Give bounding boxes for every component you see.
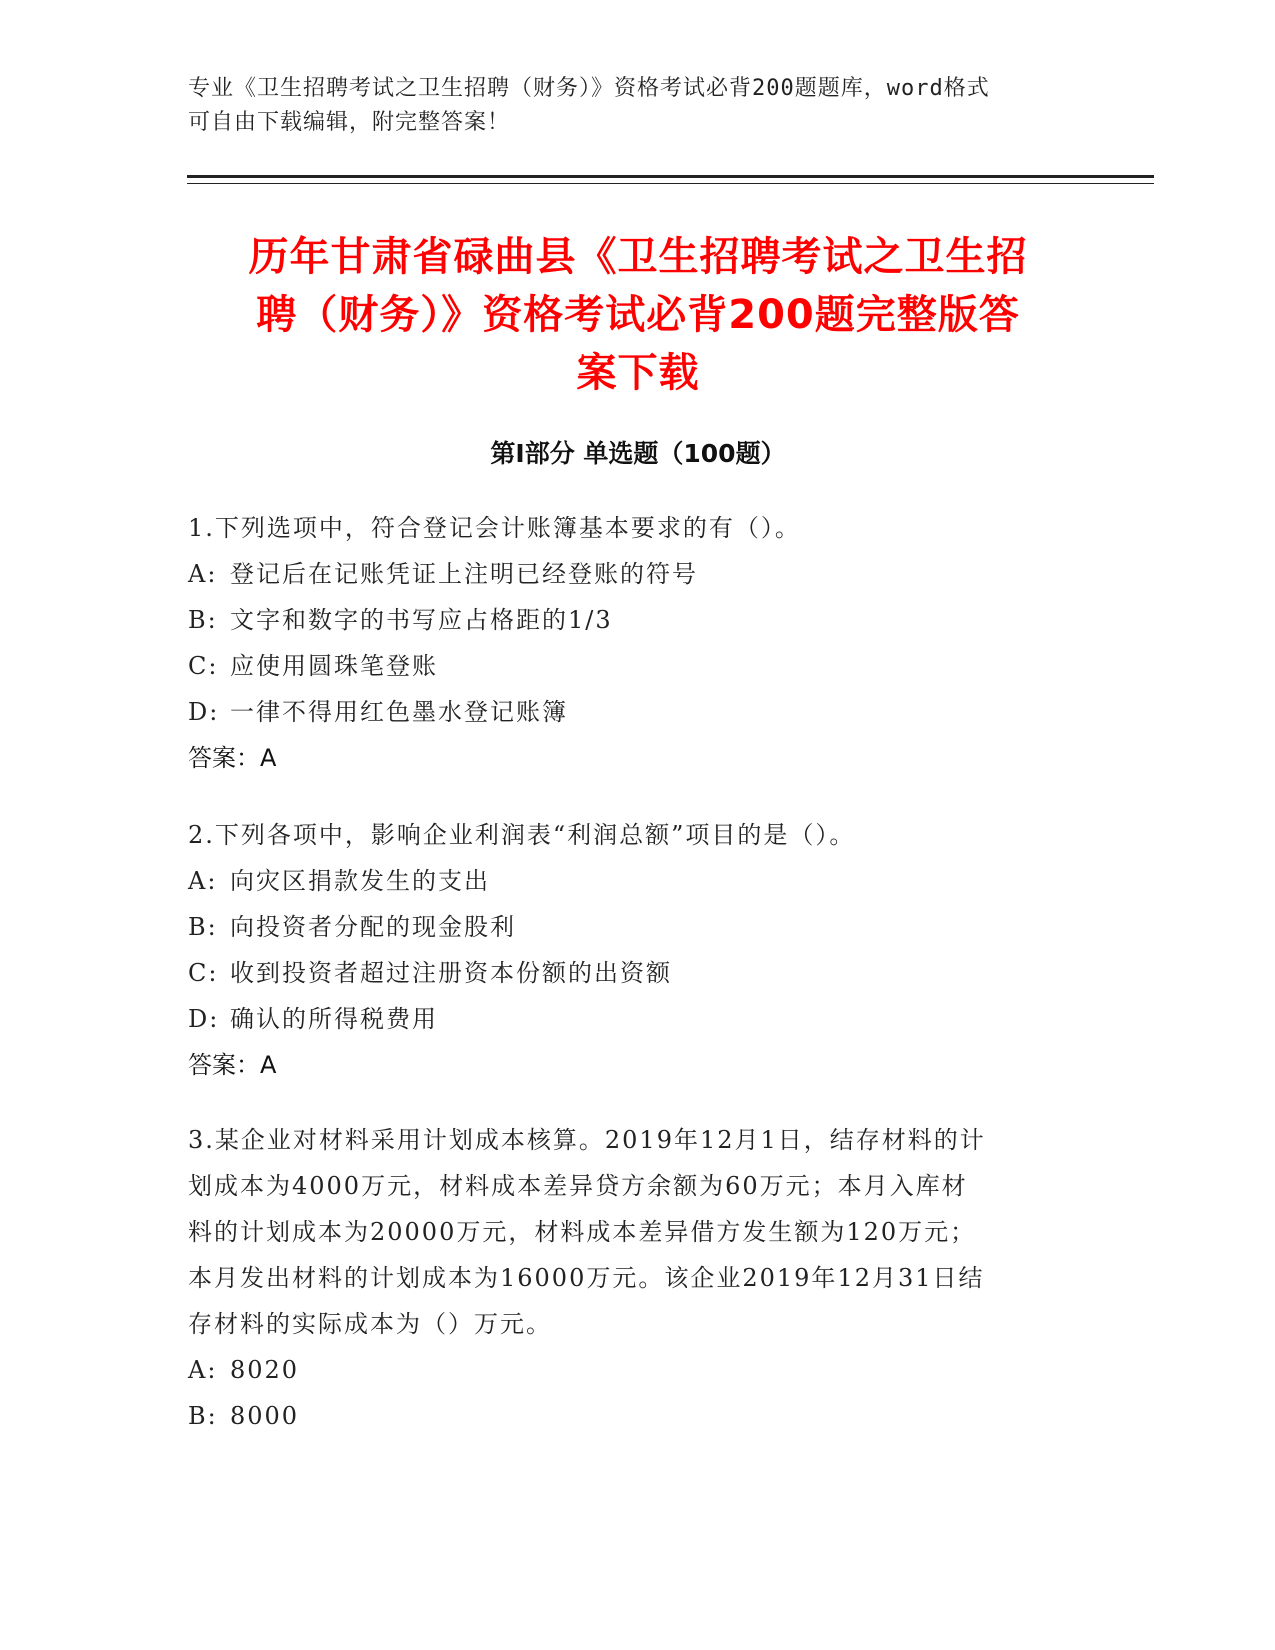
question-text-line: 划成本为4000万元，材料成本差异贷方余额为60万元；本月入库材	[188, 1172, 968, 1200]
option-c	[188, 643, 1088, 689]
option-text: 登记后在记账凭证上注明已经登账的符号	[230, 560, 698, 588]
option-text: 应使用圆珠笔登账	[230, 652, 438, 680]
option-text: 向灾区捐款发生的支出	[230, 867, 490, 895]
question-text-line: 存材料的实际成本为（）万元。	[188, 1310, 552, 1338]
option-text: 收到投资者超过注册资本份额的出资额	[230, 959, 672, 987]
option-text: 8000	[230, 1402, 300, 1430]
question-3	[188, 1117, 1088, 1439]
question-text-line: 料的计划成本为20000万元，材料成本差异借方发生额为120万元；	[188, 1218, 977, 1246]
option-key: B:	[188, 606, 218, 634]
question-text-line: 本月发出材料的计划成本为16000万元。该企业2019年12月31日结	[188, 1264, 985, 1292]
option-d	[188, 996, 1088, 1042]
option-b	[188, 1393, 1088, 1439]
option-text: 8020	[230, 1356, 300, 1384]
header-note-line: 专业《卫生招聘考试之卫生招聘（财务）》资格考试必背200题题库，word格式	[188, 76, 990, 101]
question-text: 2.下列各项中，影响企业利润表“利润总额”项目的是（）。	[188, 821, 856, 849]
header-note-line: 可自由下载编辑，附完整答案！	[188, 110, 511, 135]
option-text: 一律不得用红色墨水登记账簿	[230, 698, 568, 726]
document-title-line: 聘（财务）》资格考试必背200题完整版答	[256, 292, 1020, 338]
option-text: 向投资者分配的现金股利	[230, 913, 516, 941]
option-d	[188, 689, 1088, 735]
question-2	[188, 812, 1088, 1088]
document-title	[188, 228, 1088, 402]
option-key: B:	[188, 913, 218, 941]
option-text: 文字和数字的书写应占格距的1/3	[230, 606, 613, 634]
option-key: B:	[188, 1402, 218, 1430]
option-key: A:	[188, 560, 218, 588]
answer-label: 答案：A	[188, 744, 277, 772]
option-a	[188, 858, 1088, 904]
option-c	[188, 950, 1088, 996]
document-title-line: 案下载	[576, 350, 700, 396]
option-a	[188, 551, 1088, 597]
document-title-line: 历年甘肃省碌曲县《卫生招聘考试之卫生招	[248, 234, 1028, 280]
answer-label: 答案：A	[188, 1051, 277, 1079]
option-b	[188, 904, 1088, 950]
option-key: A:	[188, 1356, 218, 1384]
option-b	[188, 597, 1088, 643]
option-text: 确认的所得税费用	[230, 1005, 438, 1033]
option-a	[188, 1347, 1088, 1393]
header-divider-thin	[187, 183, 1154, 184]
header-divider-thick	[187, 175, 1154, 178]
section-title: 第Ⅰ部分 单选题（100题）	[490, 439, 786, 468]
option-key: D:	[188, 698, 220, 726]
option-key: C:	[188, 959, 219, 987]
option-key: C:	[188, 652, 219, 680]
question-1	[188, 505, 1088, 781]
header-note	[188, 72, 1068, 140]
option-key: D:	[188, 1005, 220, 1033]
option-key: A:	[188, 867, 218, 895]
question-text: 1.下列选项中，符合登记会计账簿基本要求的有（）。	[188, 514, 801, 542]
question-text-line: 3.某企业对材料采用计划成本核算。2019年12月1日，结存材料的计	[188, 1126, 986, 1154]
